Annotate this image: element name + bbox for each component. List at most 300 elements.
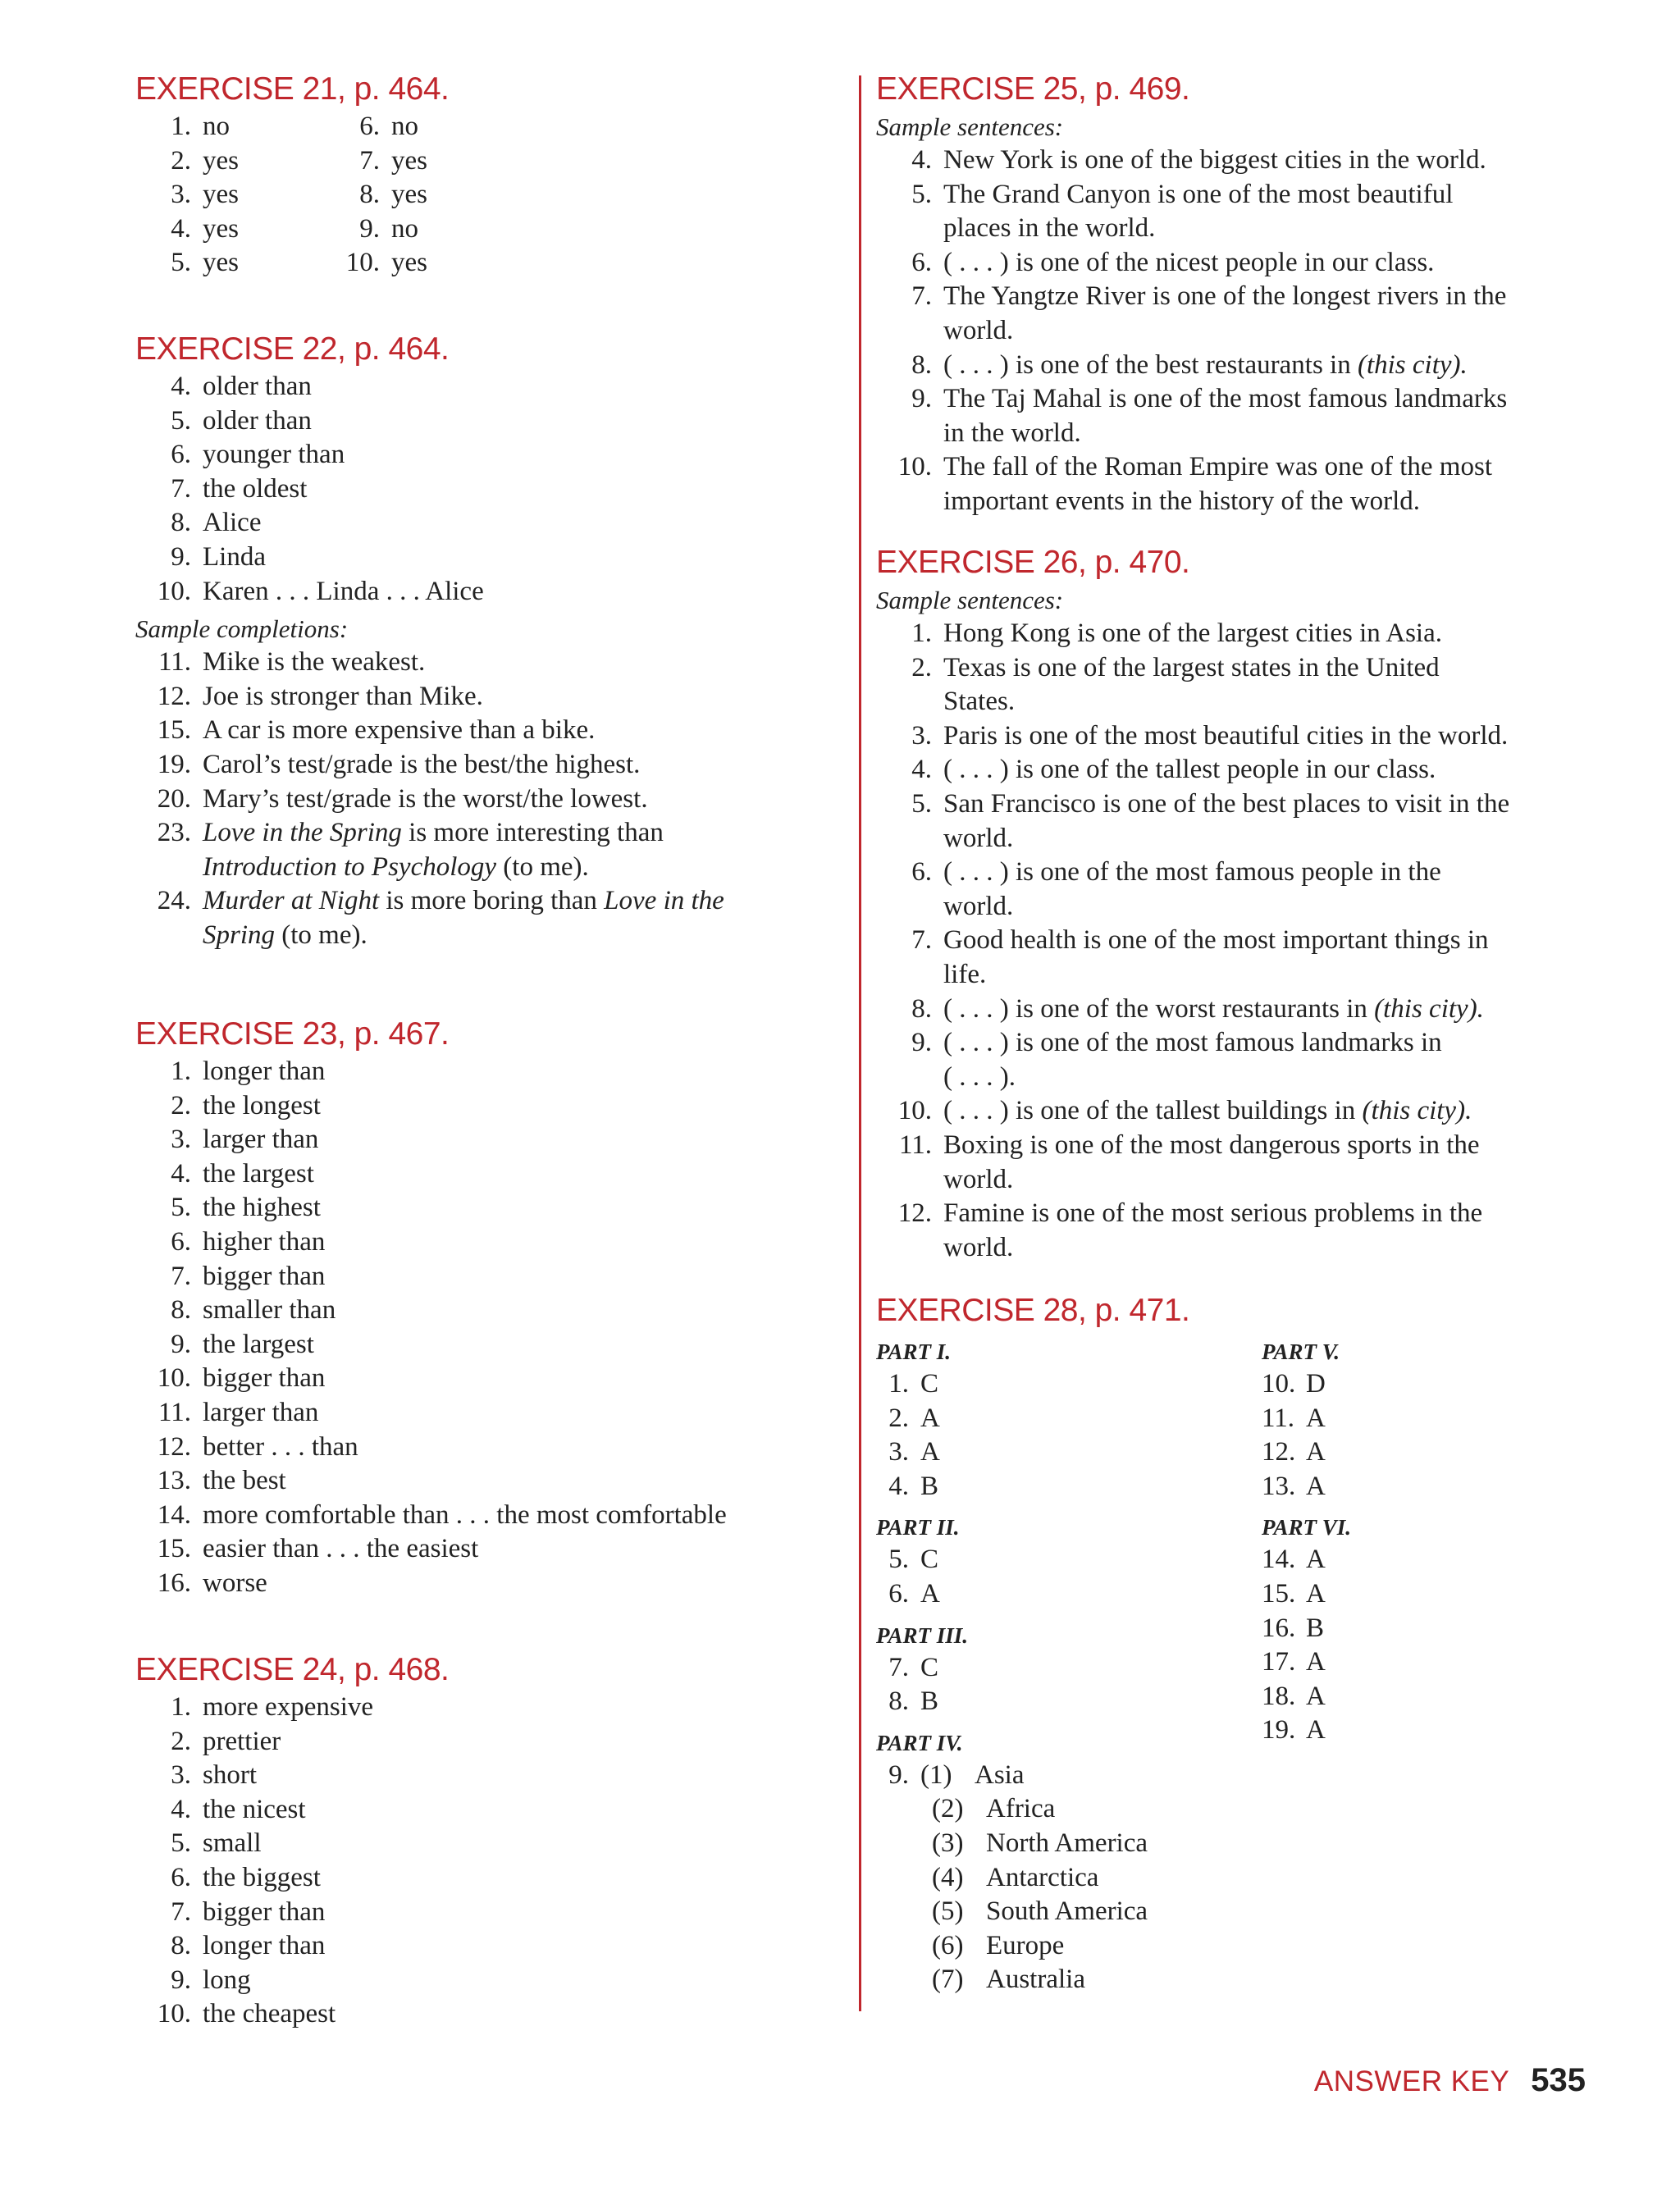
item-text: yes (391, 248, 427, 278)
item-number: 9. (171, 1965, 191, 1995)
list-item (876, 1963, 1262, 1997)
item-text: higher than (203, 1226, 326, 1257)
item-text: Karen . . . Linda . . . Alice (203, 576, 484, 606)
exercise-25-items-a (876, 144, 1598, 349)
item-number: 11. (158, 1397, 191, 1427)
item-number: 13. (157, 1466, 191, 1496)
list-item (1262, 1680, 1508, 1714)
item-text: older than (203, 372, 312, 401)
list-item (876, 1792, 1262, 1827)
item-text: world. (943, 315, 1014, 345)
item-number: 7. (359, 145, 380, 176)
list-item-continuation (876, 890, 1598, 924)
item-text: Linda (203, 541, 266, 572)
item-number: 15. (1262, 1578, 1296, 1609)
item-text: B (920, 1471, 939, 1501)
item-number (876, 890, 943, 924)
item-text: A (1306, 1578, 1326, 1609)
exercise-25 (876, 71, 1598, 519)
sub-item-number: (6) (932, 1930, 964, 1960)
part-heading: PART II. (876, 1515, 960, 1540)
list-item-continuation (876, 685, 1598, 719)
item-number: 4. (888, 1471, 909, 1501)
item-number: 1. (911, 618, 932, 648)
list-item (135, 1827, 849, 1861)
item-number: 1. (171, 1692, 191, 1722)
item-text: Mary’s test/grade is the worst/the lowest. (203, 783, 648, 814)
list-item (876, 1129, 1598, 1163)
list-item (135, 404, 849, 439)
item-number: 2. (171, 1090, 191, 1120)
item-number: 8. (171, 508, 191, 538)
list-item (876, 719, 1598, 754)
item-text: yes (203, 248, 239, 278)
item-text: Famine is one of the most serious problems in the (943, 1198, 1483, 1229)
list-item (135, 1123, 849, 1157)
exercise-21-col-1 (135, 110, 324, 281)
page-footer (1314, 2062, 1586, 2099)
item-number (876, 822, 943, 856)
item-text: longer than (203, 1056, 326, 1086)
item-number: 1. (171, 1056, 191, 1086)
item-text: The Yangtze River is one of the longest rivers in the (943, 281, 1507, 312)
list-item (135, 1691, 849, 1725)
item-text: States. (943, 687, 1016, 717)
list-item (135, 714, 849, 748)
item-number: 4. (911, 755, 932, 785)
item-number: 11. (158, 647, 191, 678)
list-item (876, 1435, 1262, 1470)
part-4-sublist (876, 1792, 1262, 1997)
item-text: Boxing is one of the most dangerous sports in the (943, 1130, 1480, 1160)
item-text: bigger than (203, 1896, 326, 1927)
item-number: 8. (171, 1295, 191, 1326)
list-item: 23. Love in the Spring is more interesting than (157, 818, 664, 848)
list-item (876, 1367, 1262, 1402)
exercise-21-col-2 (324, 110, 513, 281)
sub-item-number: (7) (932, 1965, 964, 1995)
item-number: 15. (157, 1534, 191, 1564)
item-number: 3. (171, 180, 191, 210)
item-text: C (920, 1652, 939, 1682)
list-item (135, 370, 849, 404)
item-number: 2. (911, 652, 932, 682)
sub-item (932, 1963, 1085, 1997)
item-number: 15. (157, 715, 191, 746)
item-text: Good health is one of the most important things in (943, 925, 1489, 956)
item-number: 8. (359, 180, 380, 210)
list-item (135, 110, 324, 144)
list-item (1262, 1714, 1508, 1748)
item-text: A (920, 1578, 940, 1609)
item-number: 9. (171, 1329, 191, 1359)
item-number: 10. (157, 1363, 191, 1394)
list-item (135, 506, 849, 541)
item-number: 2. (888, 1403, 909, 1433)
sub-item-text: Europe (986, 1930, 1065, 1960)
list-item (135, 1759, 849, 1793)
item-number: 1. (171, 112, 191, 141)
list-item (135, 1055, 849, 1089)
part-5-answers (1262, 1367, 1508, 1504)
item-number: 5. (171, 405, 191, 436)
item-number: 13. (1262, 1471, 1296, 1501)
exercise-22-heading: EXERCISE 22, p. 464. (135, 331, 450, 367)
list-item (876, 787, 1598, 822)
item-text: more comfortable than . . . the most comfortable (203, 1499, 727, 1530)
list-item: 10. ( . . . ) is one of the tallest buildings in (this city). (897, 1096, 1472, 1126)
item-number: 7. (888, 1652, 909, 1682)
exercise-26 (876, 544, 1598, 1265)
list-item-continuation: Spring (to me). (203, 920, 368, 950)
item-text: The fall of the Roman Empire was one of the most (943, 452, 1492, 482)
item-text: worse (203, 1568, 267, 1598)
list-item (135, 1294, 849, 1328)
item-number: 12. (1262, 1437, 1296, 1467)
item-text: bigger than (203, 1261, 326, 1291)
item-number: 19. (1262, 1715, 1296, 1746)
item-text: A (920, 1403, 940, 1433)
list-item (876, 1543, 1262, 1577)
item-text: world. (943, 891, 1014, 921)
item-text: New York is one of the biggest cities in the world. (943, 145, 1486, 175)
item-text: Alice (203, 508, 262, 538)
list-item-continuation: Introduction to Psychology (to me). (203, 851, 589, 882)
item-number: 9. (171, 541, 191, 572)
exercise-22-note: Sample completions: (135, 614, 349, 644)
item-text: C (920, 1369, 939, 1399)
list-item (135, 1260, 849, 1294)
sub-item-text: Africa (986, 1794, 1056, 1824)
list-item (876, 753, 1598, 787)
list-item (876, 1929, 1262, 1964)
sub-item (932, 1929, 1064, 1964)
list-item (1262, 1470, 1508, 1504)
part-heading: PART VI. (1262, 1515, 1352, 1540)
item-number: 10. (1262, 1369, 1296, 1399)
list-item-continuation (876, 958, 1598, 993)
item-text: important events in the history of the world. (943, 486, 1421, 516)
list-item (135, 212, 324, 247)
item-text: no (391, 112, 418, 141)
item-text: B (920, 1686, 939, 1717)
item-text: yes (203, 180, 239, 210)
part-heading: PART V. (1262, 1339, 1340, 1364)
item-text: A (920, 1437, 940, 1467)
item-number: 4. (171, 1158, 191, 1189)
exercise-26-note: Sample sentences: (876, 586, 1064, 614)
answer-key-label: ANSWER KEY (1313, 2065, 1510, 2097)
list-item (876, 246, 1598, 281)
list-item (135, 646, 849, 680)
item-text: yes (203, 213, 239, 244)
list-item (135, 680, 849, 714)
item-number: 17. (1262, 1647, 1296, 1677)
item-text: in the world. (943, 418, 1081, 448)
part-heading: PART IV. (876, 1730, 963, 1755)
item-number: 20. (157, 783, 191, 814)
list-item (135, 541, 849, 575)
list-item (324, 144, 513, 179)
item-text: prettier (203, 1726, 281, 1756)
item-text: longer than (203, 1931, 326, 1961)
item-number (876, 314, 943, 349)
item-text: A (1306, 1437, 1326, 1467)
list-item (876, 1577, 1262, 1612)
list-item-continuation (876, 822, 1598, 856)
item-text: older than (203, 405, 312, 436)
item-number: 3. (171, 1125, 191, 1155)
item-number: 4. (171, 372, 191, 401)
list-item (135, 1532, 849, 1567)
sub-item-text: Australia (986, 1965, 1085, 1995)
list-item (324, 178, 513, 212)
exercise-23 (135, 1015, 849, 1601)
list-item (324, 110, 513, 144)
item-text: A (1306, 1471, 1326, 1501)
item-text: A (1306, 1647, 1326, 1677)
item-number (876, 1163, 943, 1198)
list-item (135, 748, 849, 783)
list-item (135, 1464, 849, 1499)
exercise-26-heading: EXERCISE 26, p. 470. (876, 545, 1190, 580)
exercise-28-parts-left (876, 1331, 1262, 1997)
item-text: the biggest (203, 1862, 321, 1892)
item-text: world. (943, 1164, 1014, 1194)
list-item-continuation (876, 417, 1598, 451)
item-number: 3. (888, 1437, 909, 1467)
item-text: larger than (203, 1125, 319, 1155)
list-item (1262, 1543, 1508, 1577)
list-item (876, 1651, 1262, 1686)
item-number: 6. (911, 247, 932, 277)
item-number: 18. (1262, 1681, 1296, 1711)
sub-item (932, 1895, 1148, 1929)
item-number (876, 685, 943, 719)
list-item (876, 382, 1598, 417)
list-item (876, 924, 1598, 958)
item-text: smaller than (203, 1295, 336, 1326)
item-number: 9. (359, 213, 380, 244)
item-text: A (1306, 1715, 1326, 1746)
item-text: ( . . . ) is one of the nicest people in our class. (943, 247, 1435, 277)
exercise-24 (135, 1651, 849, 2032)
item-number: 5. (911, 179, 932, 209)
list-item: 24. Murder at Night is more boring than Love in the (157, 886, 724, 916)
list-item: 8. ( . . . ) is one of the worst restaurants in (this city). (911, 993, 1484, 1024)
list-item (135, 1396, 849, 1431)
item-number: 7. (171, 1896, 191, 1927)
list-item-continuation: ( . . . ). (943, 1061, 1016, 1092)
item-number: 6. (359, 112, 380, 141)
exercise-24-heading: EXERCISE 24, p. 468. (135, 1652, 450, 1687)
item-text: the cheapest (203, 1999, 336, 2029)
item-number: 6. (171, 440, 191, 470)
list-item (135, 575, 849, 609)
exercise-23-answers (135, 1055, 849, 1601)
part-2-answers (876, 1543, 1262, 1611)
item-number: 12. (157, 1431, 191, 1462)
item-text: more expensive (203, 1692, 374, 1722)
list-item (135, 178, 324, 212)
item-text: no (203, 112, 230, 141)
exercise-25-note: Sample sentences: (876, 112, 1064, 141)
item-text: world. (943, 1232, 1014, 1262)
list-item (135, 1725, 849, 1759)
item-text: Carol’s test/grade is the best/the highest. (203, 749, 641, 779)
column-divider (859, 75, 861, 2011)
list-item (135, 1964, 849, 1998)
item-number: 4. (171, 1794, 191, 1824)
item-text: A (1306, 1545, 1326, 1575)
item-text: the nicest (203, 1794, 306, 1824)
exercise-23-heading: EXERCISE 23, p. 467. (135, 1016, 450, 1052)
exercise-21-heading: EXERCISE 21, p. 464. (135, 71, 450, 107)
list-item (135, 1861, 849, 1896)
item-text: The Grand Canyon is one of the most beautiful (943, 179, 1454, 209)
list-item (876, 1197, 1598, 1231)
item-text: yes (391, 145, 427, 176)
item-number: 2. (171, 1726, 191, 1756)
item-number: 16. (157, 1568, 191, 1598)
list-item (135, 1431, 849, 1465)
item-number: 5. (171, 1828, 191, 1859)
exercise-26-items-b (876, 1129, 1598, 1265)
exercise-21 (135, 71, 849, 281)
list-item (135, 1089, 849, 1124)
part-heading: PART I. (876, 1339, 952, 1364)
item-text: larger than (203, 1397, 319, 1427)
item-number: 5. (888, 1545, 909, 1575)
list-item (135, 1191, 849, 1225)
sub-item-text: Antarctica (986, 1862, 1099, 1892)
item-text: the largest (203, 1329, 314, 1359)
item-text: C (920, 1545, 939, 1575)
part-3-answers (876, 1651, 1262, 1719)
item-number: 8. (171, 1931, 191, 1961)
item-number: 11. (1262, 1403, 1295, 1433)
list-item (135, 144, 324, 179)
item-text: B (1306, 1613, 1325, 1643)
sub-item-number: (4) (932, 1862, 964, 1892)
item-text: The Taj Mahal is one of the most famous landmarks (943, 384, 1508, 414)
exercise-21-answers (135, 110, 849, 281)
item-number: 9. (911, 384, 932, 414)
exercise-28 (876, 1292, 1598, 1995)
list-item (876, 1895, 1262, 1929)
item-text: places in the world. (943, 213, 1156, 244)
item-number: 7. (911, 925, 932, 956)
item-text: short (203, 1760, 257, 1791)
sub-item-number: (1) (920, 1759, 952, 1790)
list-item (135, 1997, 849, 2032)
list-item: 9. ( . . . ) is one of the most famous landmarks in (911, 1028, 1442, 1058)
item-text: San Francisco is one of the best places to visit in the (943, 788, 1510, 819)
item-number (876, 1231, 943, 1266)
item-text: Joe is stronger than Mike. (203, 681, 483, 711)
item-number: 7. (171, 473, 191, 504)
item-number: 6. (171, 1862, 191, 1892)
exercise-22-answers (135, 370, 849, 609)
page-number: 535 (1531, 2062, 1586, 2098)
list-item (1262, 1402, 1508, 1436)
list-item: 8. ( . . . ) is one of the best restaurants in (this city). (911, 349, 1468, 380)
exercise-26-items-a (876, 617, 1598, 993)
item-number: 3. (171, 1760, 191, 1791)
exercise-22 (135, 331, 849, 953)
sub-item-text: Asia (975, 1759, 1025, 1790)
item-text: small (203, 1828, 262, 1859)
item-number: 6. (171, 1226, 191, 1257)
item-text: younger than (203, 440, 345, 470)
list-item (1262, 1645, 1508, 1680)
item-number: 1. (888, 1369, 909, 1399)
list-item (135, 783, 849, 817)
list-item (876, 1827, 1262, 1861)
item-text: D (1306, 1369, 1326, 1399)
sub-item (932, 1861, 1098, 1896)
item-number: 10. (157, 1999, 191, 2029)
list-item-continuation (876, 212, 1598, 246)
item-number: 10. (345, 248, 380, 278)
list-item (1262, 1435, 1508, 1470)
item-number: 5. (171, 248, 191, 278)
item-number: 12. (157, 681, 191, 711)
list-item-continuation (876, 1163, 1598, 1198)
item-text: A (1306, 1681, 1326, 1711)
item-number: 3. (911, 720, 932, 751)
list-item (876, 1685, 1262, 1719)
exercise-25-heading: EXERCISE 25, p. 469. (876, 71, 1190, 107)
sub-item-number: (3) (932, 1828, 964, 1858)
list-item (135, 1567, 849, 1601)
item-number: 6. (911, 857, 932, 888)
list-item (876, 144, 1598, 178)
list-item: 9. (1) Asia (876, 1759, 1262, 1793)
item-text: A (1306, 1403, 1326, 1433)
list-item (324, 212, 513, 247)
list-item (135, 472, 849, 507)
item-text: yes (203, 145, 239, 176)
item-number: 10. (897, 452, 932, 482)
item-text: ( . . . ) is one of the tallest people in our class. (943, 755, 1436, 785)
item-text: the highest (203, 1193, 321, 1223)
list-item (135, 1362, 849, 1396)
list-item (135, 1225, 849, 1260)
item-text: yes (391, 180, 427, 210)
list-item (876, 651, 1598, 686)
sub-item-text: South America (986, 1896, 1148, 1927)
list-item (876, 617, 1598, 651)
item-text: A car is more expensive than a bike. (203, 715, 596, 746)
item-number: 12. (897, 1198, 932, 1229)
exercise-25-items-b (876, 382, 1598, 518)
list-item-continuation (876, 1231, 1598, 1266)
list-item (876, 1861, 1262, 1896)
exercise-24-answers (135, 1691, 849, 2032)
list-item (135, 438, 849, 472)
item-text: world. (943, 823, 1014, 853)
sub-item-number: (2) (932, 1794, 964, 1824)
list-item (135, 1793, 849, 1828)
item-number: 4. (171, 213, 191, 244)
exercise-28-parts-right (1262, 1331, 1508, 1748)
item-text: easier than . . . the easiest (203, 1534, 479, 1564)
item-text: the largest (203, 1158, 314, 1189)
list-item (135, 1157, 849, 1192)
item-number: 4. (911, 145, 932, 175)
item-number: 16. (1262, 1613, 1296, 1643)
